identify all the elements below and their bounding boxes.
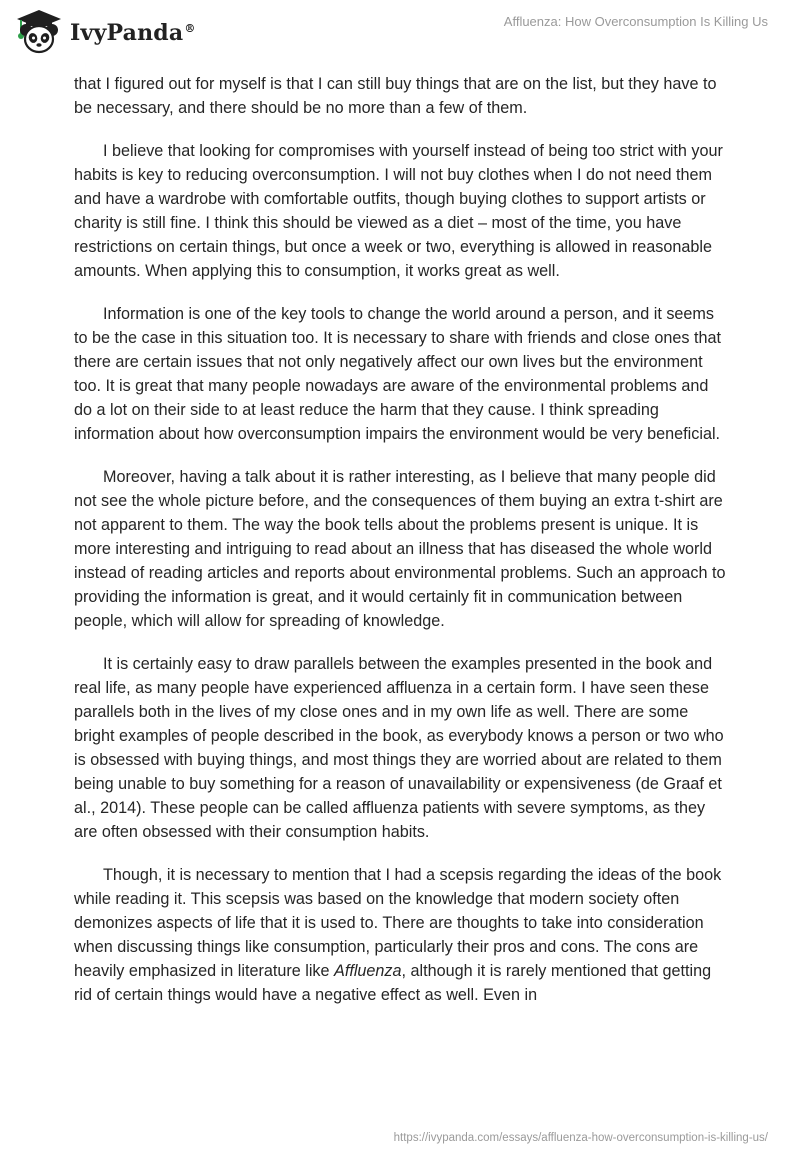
paragraph-scepsis-text-a: Though, it is necessary to mention that I had a scepsis regarding the ideas of the book while reading it. This scepsis was based on the knowledge that modern society often demonizes aspects of life that it is used to. There are thoughts to take into consideration when discussing things like consumption, particularly their pros and cons. The cons are heavily emphasized in literature like (74, 866, 722, 980)
paragraph-continued: that I figured out for myself is that I can still buy things that are on the list, but they have to be necessary, and there should be no more than a few of them. (74, 75, 717, 117)
paragraph-scepsis-text-b: , although it is rarely mentioned that getting rid of certain things would have a negative effect as well. Even in (74, 962, 712, 1004)
book-title-italic: Affluenza (334, 962, 402, 980)
paragraph-talk: Moreover, having a talk about it is rather interesting, as I believe that many people did not see the whole picture before, and the consequences of them buying an extra t-shirt are not apparent to them. The way the book tells about the problems present is unique. It is more interesting and intriguing to read about an illness that has diseased the whole world instead of reading articles and reports about environmental problems. Such an approach to providing the information is great, and it would certainly fit in communication between people, which will allow for spreading of knowledge. (74, 468, 726, 630)
paragraph-parallels: It is certainly easy to draw parallels between the examples presented in the book and real life, as many people have experienced affluenza in a certain form. I have seen these parallels both in the lives of my close ones and in my own life as well. There are some bright examples of people described in the book, as everybody knows a person or two who is obsessed with buying things, and most things they are worried about are related to them being unable to buy something for a reason of unavailability or expensiveness (de Graaf et al., 2014). These people can be called affluenza patients with severe symptoms, as they are often obsessed with their consumption habits. (74, 655, 724, 841)
panda-graduate-icon (14, 8, 64, 54)
registered-mark: ® (184, 21, 196, 35)
essay-body (74, 72, 726, 1026)
page-header (0, 0, 800, 70)
ivypanda-logo[interactable] (14, 8, 196, 54)
paragraph-scepsis (74, 863, 726, 1007)
source-url[interactable]: https://ivypanda.com/essays/affluenza-how-overconsumption-is-killing-us/ (393, 1132, 768, 1144)
document-title: Affluenza: How Overconsumption Is Killing Us (503, 14, 768, 29)
brand-name: IvyPanda® (70, 20, 196, 46)
paragraph-information: Information is one of the key tools to change the world around a person, and it seems to be the case in this situation too. It is necessary to share with friends and close ones that there are certain issues that not only negatively affect our own lives but the environment too. It is great that many people nowadays are aware of the environmental problems and do a lot on their side to at least reduce the harm that they cause. I think spreading information about how overconsumption impairs the environment would be very beneficial. (74, 305, 721, 443)
paragraph-compromises: I believe that looking for compromises with yourself instead of being too strict with your habits is key to reducing overconsumption. I will not buy clothes when I do not need them and have a wardrobe with comfortable outfits, though buying clothes to support artists or charity is still fine. I think this should be viewed as a diet – most of the time, you have restrictions on certain things, but once a week or two, everything is allowed in reasonable amounts. When applying this to consumption, it works great as well. (74, 142, 723, 280)
